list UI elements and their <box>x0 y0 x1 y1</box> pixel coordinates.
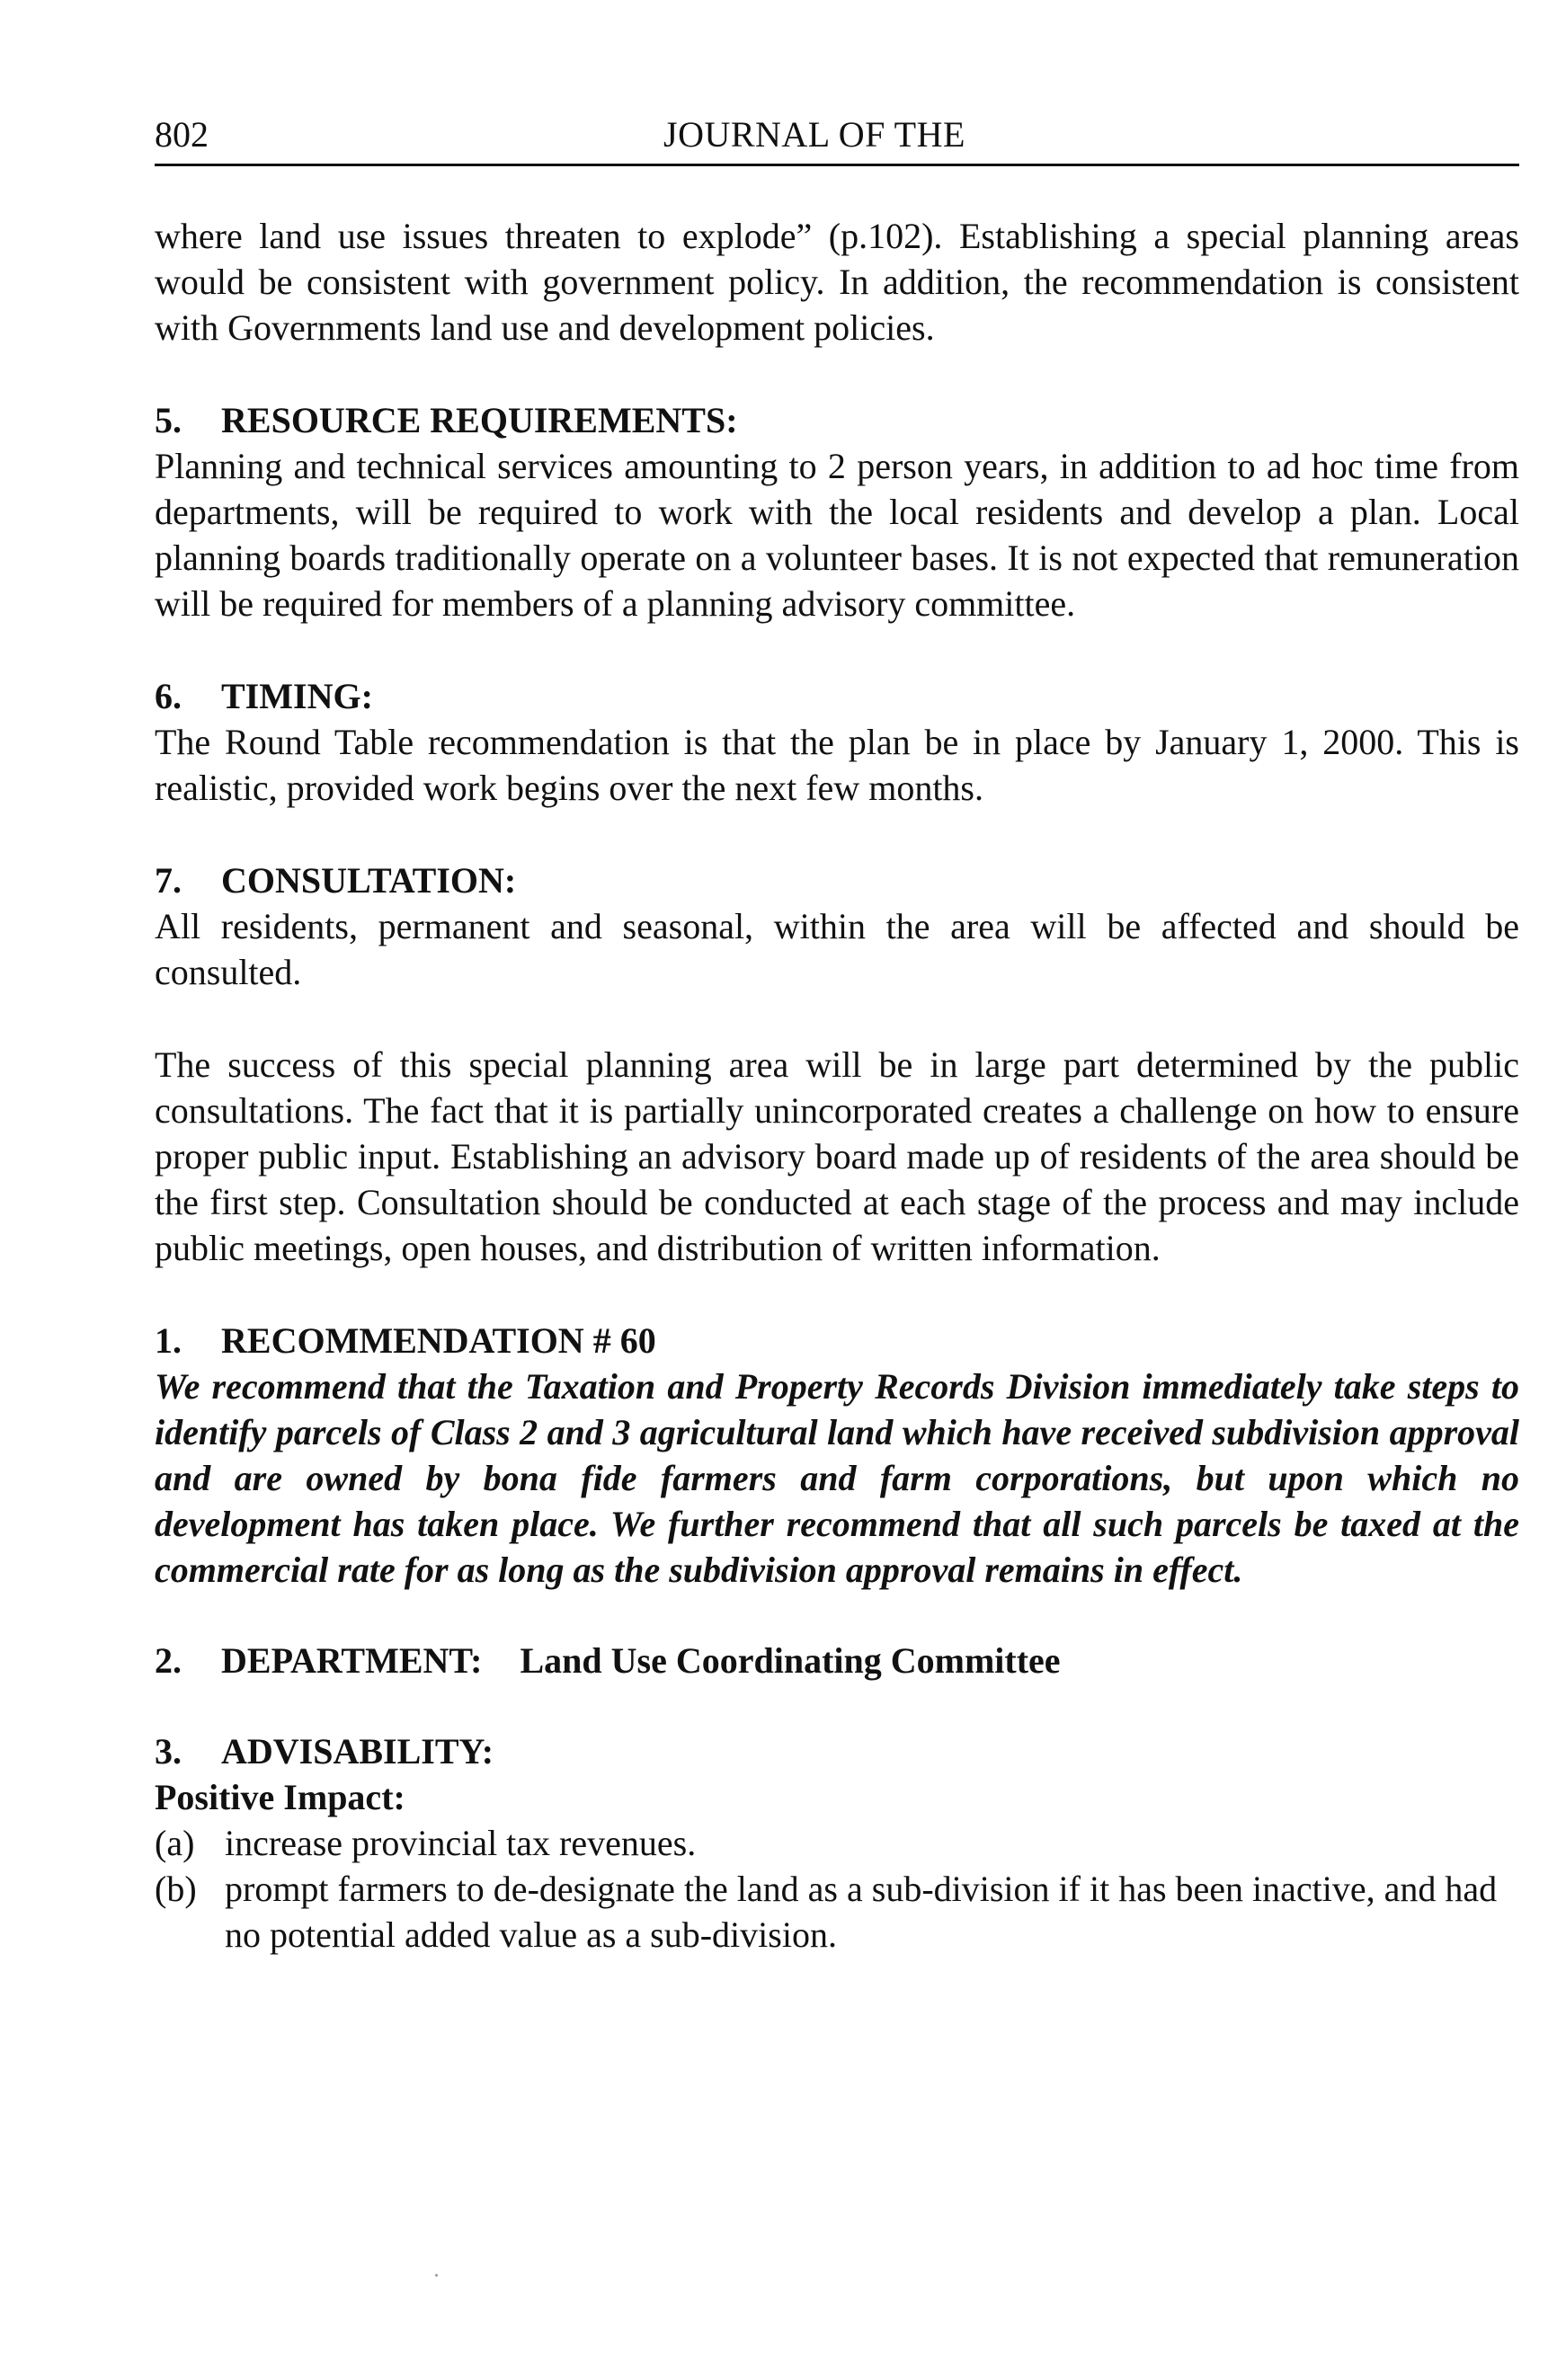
scan-speck <box>435 2274 438 2277</box>
recommendation-block <box>155 1318 1519 1593</box>
advisability-title: ADVISABILITY: <box>221 1731 494 1772</box>
recommendation-title: RECOMMENDATION # 60 <box>221 1320 656 1361</box>
section-title: RESOURCE REQUIREMENTS: <box>221 400 738 440</box>
consultation-followup-paragraph: The success of this special planning area will be in large part determined by the public consultations. The fact that it is partially unincorporated creates a challenge on how to ensure proper public input. Establishing an advisory board made up of residents of the area should be the first step. Consultation should be conducted at each stage of the process and may include public meetings, open houses, and distribution of written information. <box>155 1044 1519 1268</box>
recommendation-number: 1. <box>155 1320 182 1361</box>
section-heading <box>155 397 1519 443</box>
impact-list <box>155 1820 1519 1958</box>
page-header <box>155 110 1519 166</box>
list-item-marker: (a) <box>155 1823 195 1863</box>
department-label: DEPARTMENT: <box>221 1640 483 1681</box>
department-heading <box>155 1638 1519 1683</box>
list-item-marker: (b) <box>155 1869 197 1909</box>
advisability-section <box>155 1728 1519 1958</box>
journal-title: JOURNAL OF THE <box>663 114 965 155</box>
section-consultation <box>155 857 1519 1271</box>
section-title: TIMING: <box>221 676 373 716</box>
intro-paragraph: where land use issues threaten to explode” (p.102). Establishing a special planning areas would be consistent with government policy. In addition, the recommendation is consistent with Governments land use and development policies. <box>155 216 1519 348</box>
list-item <box>155 1820 1519 1866</box>
list-item-text: increase provincial tax revenues. <box>225 1823 697 1863</box>
advisability-number: 3. <box>155 1731 182 1772</box>
department-value: Land Use Coordinating Committee <box>520 1640 1061 1681</box>
department-number: 2. <box>155 1640 182 1681</box>
recommendation-heading <box>155 1318 1519 1363</box>
section-number: 7. <box>155 860 182 901</box>
department-line <box>155 1638 1519 1683</box>
recommendation-text: We recommend that the Taxation and Property Records Division immediately take steps to identify parcels of Class 2 and 3 agricultural land which have received subdivision approval and are owned by bona fide farmers and farm corporations, but upon which no development has taken place. We further recommend that all such parcels be taxed at the commercial rate for as long as the subdivision approval remains in effect. <box>155 1366 1519 1590</box>
section-title: CONSULTATION: <box>221 860 517 901</box>
section-paragraph: The Round Table recommendation is that the plan be in place by January 1, 2000. This is realistic, provided work begins over the next few months. <box>155 722 1519 808</box>
section-number: 6. <box>155 676 182 716</box>
section-resource-requirements <box>155 397 1519 626</box>
section-paragraph: Planning and technical services amounting to 2 person years, in addition to ad hoc time from departments, will be required to work with the local residents and develop a plan. Local planning boards traditionally operate on a volunteer bases. It is not expected that remuneration will be required for members of a planning advisory committee. <box>155 446 1519 624</box>
advisability-heading <box>155 1728 1519 1774</box>
section-number: 5. <box>155 400 182 440</box>
positive-impact-label: Positive Impact: <box>155 1777 405 1817</box>
section-heading <box>155 857 1519 903</box>
list-item <box>155 1866 1519 1958</box>
page-number: 802 <box>155 114 209 155</box>
section-paragraph: All residents, permanent and seasonal, within the area will be affected and should be consulted. <box>155 906 1519 992</box>
list-item-text: prompt farmers to de-designate the land as a sub-division if it has been inactive, and had no potential added value as a sub-division. <box>225 1869 1498 1955</box>
document-page <box>155 110 1519 1958</box>
section-timing <box>155 673 1519 811</box>
section-heading <box>155 673 1519 719</box>
